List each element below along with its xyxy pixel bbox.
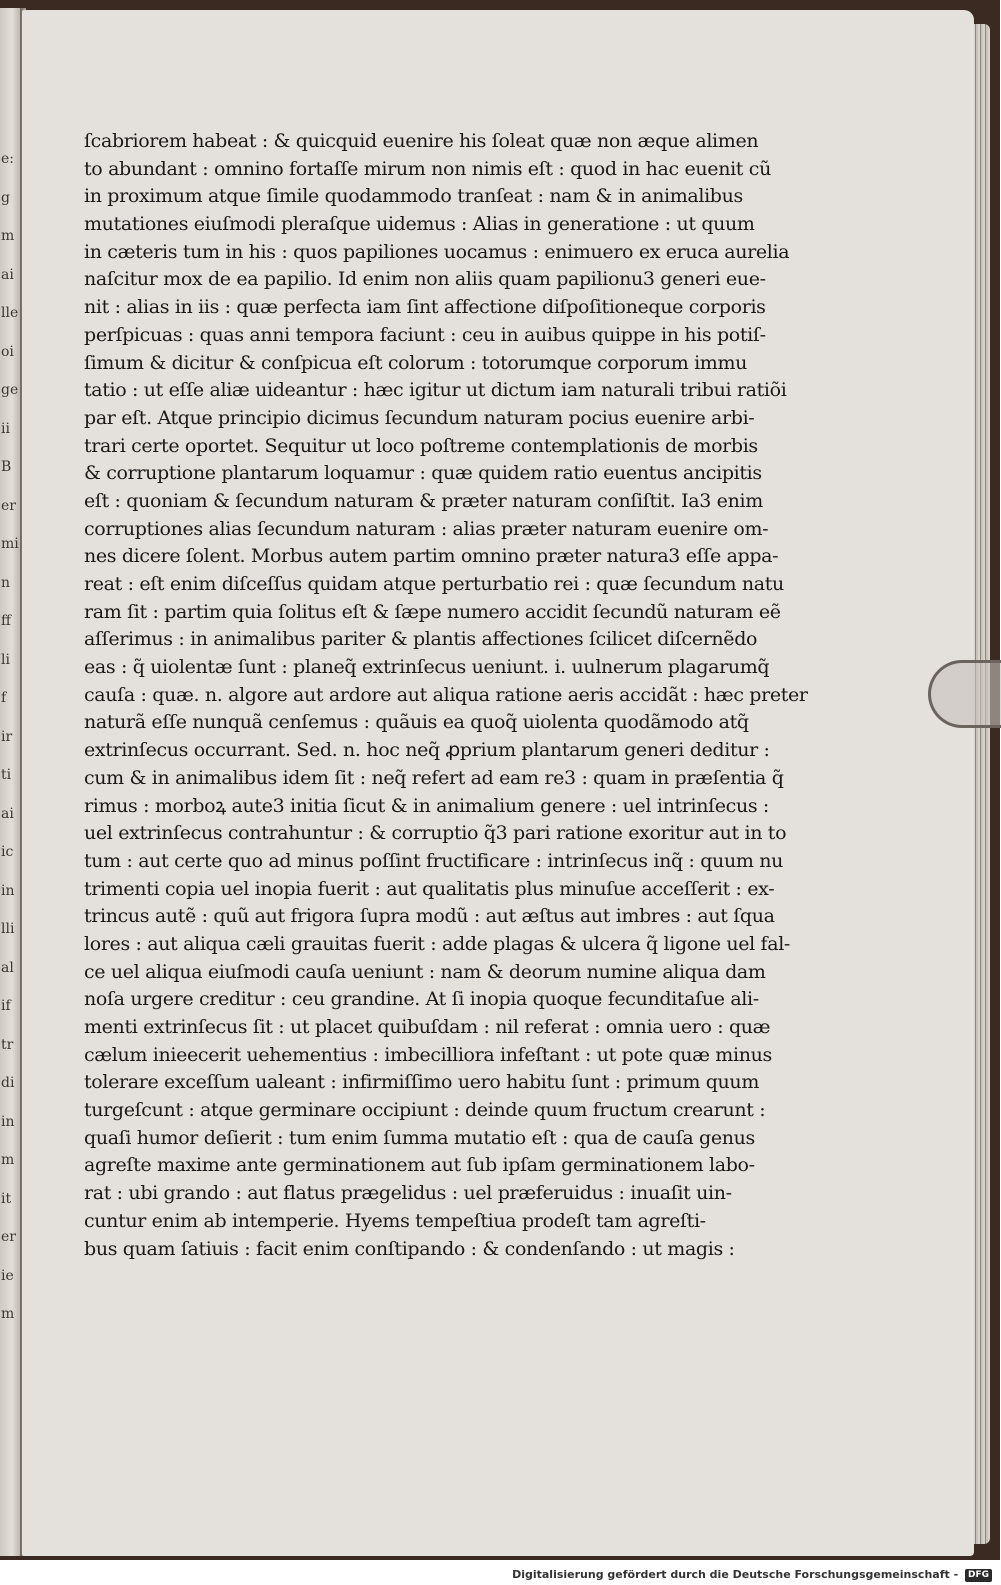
text-line: mutationes eiuſmodi pleraſque uidemus : Alias in generatione : ut quum [84,213,755,236]
credit-text: Digitalisierung gefördert durch die Deutsche Forschungsgemeinschaft - [512,1568,959,1581]
text-line: in cæteris tum in his : quos papiliones uocamus : enimuero ex eruca aurelia [84,240,790,263]
margin-fragment: ge [1,382,19,398]
text-line: menti extrinſecus ſit : ut placet quibuſdam : nil referat : omnia uero : quæ [84,1016,771,1038]
dfg-logo: DFG [965,1569,992,1582]
margin-fragment: mi [1,536,19,552]
margin-fragment: al [1,959,14,976]
text-line: tum : aut certe quo ad minus poſſint fructificare : intrinſecus inq̃ : quum nu [84,849,783,872]
text-line: eas : q̃ uiolentæ ſunt : planeq̃ extrinſecus ueniunt. i. uulnerum plagarumq̃ [84,656,770,679]
margin-fragment: er [1,497,16,514]
text-line: tatio : ut eſſe aliæ uideantur : hæc igitur ut dictum iam naturali tribui ratiõi [84,379,787,402]
margin-fragment: di [1,1075,15,1091]
margin-fragment: m [1,1152,15,1168]
margin-fragment: ii [1,420,10,437]
margin-fragment: ai [1,805,14,822]
margin-fragment: it [1,1190,12,1207]
margin-fragment: in [1,882,15,899]
text-line: to abundant : omnino fortaſſe mirum non nimis eſt : quod in hac euenit cũ [84,157,771,180]
text-line: reat : eſt enim diſceſſus quidam atque perturbatio rei : quæ ſecundum natu [84,573,784,595]
text-line: rimus : morboꝝ aute3 initia ſicut & in animalium genere : uel intrinſecus : [84,794,769,817]
text-line: turgeſcunt : atque germinare occipiunt : deinde quum fructum crearunt : [84,1099,766,1122]
right-page [22,10,974,1556]
text-line: par eſt. Atque principio dicimus ſecundum naturam pocius euenire arbi- [84,406,755,429]
margin-fragment: oi [1,343,14,360]
text-line: tolerare exceſſum ualeant : infirmiſſimo uero habitu ſunt : primum quum [84,1071,759,1094]
text-line: lores : aut aliqua cæli grauitas fuerit : adde plagas & ulcera q̃ ligone uel fal- [84,932,790,955]
margin-fragment: tr [1,1036,14,1053]
margin-fragment: ff [1,613,11,629]
margin-fragment: lli [1,921,15,937]
text-line: cuntur enim ab intemperie. Hyems tempeſtiua prodeſt tam agreſti- [84,1209,706,1232]
margin-fragment: lle [1,305,19,321]
text-line: noſa urgere creditur : ceu grandine. At ſi inopia quoque fecunditaſue ali- [84,988,759,1011]
text-line: quaſi humor deſierit : tum enim ſumma mutatio eſt : qua de cauſa genus [84,1126,755,1149]
text-line: bus quam ſatiuis : facit enim conſtipando : & condenſando : ut magis : [84,1237,735,1260]
text-line: corruptiones alias ſecundum naturam : alias præter naturam euenire om- [84,517,769,540]
text-line: perſpicuas : quas anni tempora faciunt : ceu in auibus quippe in his potiſ- [84,323,766,346]
text-line: ce uel aliqua eiuſmodi cauſa ueniunt : nam & deorum numine aliqua dam [84,960,766,983]
margin-fragment: ai [1,266,14,283]
text-line: ſimum & dicitur & conſpicua eſt colorum : totorumque corporum immu [84,351,748,374]
text-line: cælum inieecerit uehementius : imbecilliora infeſtant : ut pote quæ minus [84,1043,772,1066]
text-line: trimenti copia uel inopia fuerit : aut qualitatis plus minuſue acceſſerit : ex- [84,877,775,900]
margin-fragment: ic [1,844,14,860]
text-line: rat : ubi grando : aut flatus prægelidus : uel præferuidus : inuaſit uin- [84,1182,732,1205]
margin-fragment: g [1,189,10,206]
margin-fragment: if [1,998,11,1014]
text-line: naturã eſſe nunquã cenſemus : quãuis ea quoq̃ uiolenta quodãmodo atq̃ [84,711,749,734]
margin-fragment: ie [1,1267,14,1284]
page-clip [928,660,1001,728]
left-page-edge [0,8,20,1556]
text-line: nit : alias in iis : quæ perfecta iam ſint affectione diſpoſitioneque corporis [84,296,766,319]
margin-fragment: m [1,1306,15,1322]
margin-fragment: li [1,651,10,668]
margin-fragment: ti [1,767,12,783]
text-line: agreſte maxime ante germinationem aut ſub ipſam germinationem labo- [84,1154,755,1177]
text-line: ſcabriorem habeat : & quicquid euenire his ſoleat quæ non æque alimen [84,130,759,152]
text-line: naſcitur mox de ea papilio. Id enim non aliis quam papilionu3 generi eue- [84,268,766,291]
margin-fragment: er [1,1229,16,1245]
text-block [84,128,808,1263]
margin-fragment: f [1,690,7,706]
digitization-credit [512,1566,992,1584]
margin-fragment: n [1,574,11,591]
text-line: & corruptione plantarum loquamur : quæ quidem ratio euentus ancipitis [84,462,762,485]
text-line: ram ſit : partim quia ſolitus eſt & ſæpe numero accidit ſecundũ naturam eẽ [84,600,781,623]
text-line: in proximum atque ſimile quodammodo tranſeat : nam & in animalibus [84,185,743,208]
margin-fragment: B [1,459,12,475]
margin-fragment: in [1,1113,15,1130]
text-line: aſſerimus : in animalibus pariter & plantis affectiones ſcilicet diſcernẽdo [84,628,758,651]
text-line: trari certe oportet. Sequitur ut loco poſtreme contemplationis de morbis [84,434,758,457]
text-line: eſt : quoniam & ſecundum naturam & præter naturam conſiſtit. Ia3 enim [84,489,763,512]
margin-fragment: ir [1,728,13,745]
text-line: trincus autẽ : quũ aut frigora ſupra modũ : aut æſtus aut imbres : aut ſqua [84,905,775,928]
text-line: extrinſecus occurrant. Sed. n. hoc neq̃ ꝓprium plantarum generi deditur : [84,739,770,762]
text-line: uel extrinſecus contrahuntur : & corruptio q̃3 pari ratione exoritur aut in to [84,822,787,845]
text-line: nes dicere ſolent. Morbus autem partim omnino præter natura3 eſſe appa- [84,545,779,568]
text-line: cauſa : quæ. n. algore aut ardore aut aliqua ratione aeris accidãt : hæc preter [84,683,808,706]
margin-fragment: m [1,228,15,244]
margin-fragment: e: [1,151,15,167]
text-line: cum & in animalibus idem ſit : neq̃ refert ad eam re3 : quam in præſentia q̃ [84,766,784,789]
